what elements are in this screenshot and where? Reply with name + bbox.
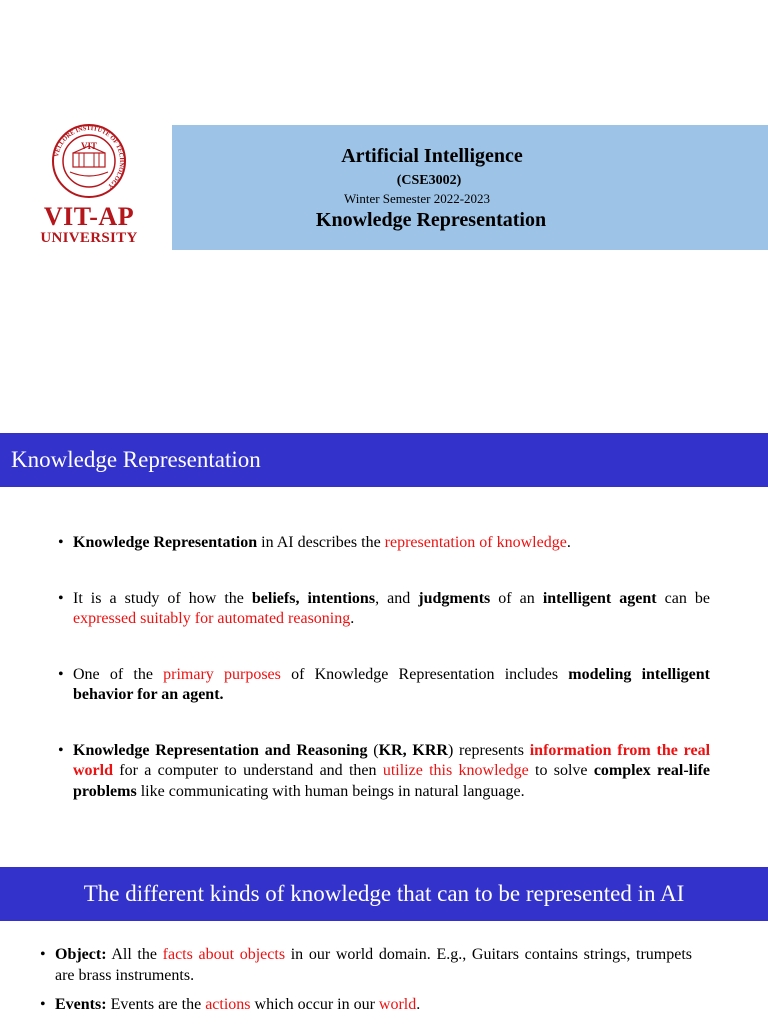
list-item [40,945,692,986]
text: . [566,534,571,551]
emphasis-text: representation of knowledge [384,534,567,551]
list-item [40,995,692,1016]
text: . [350,610,355,627]
section-heading-kr: Knowledge Representation [0,433,768,487]
svg-text:VIT: VIT [80,141,98,151]
text: . [416,996,421,1013]
course-code: (CSE3002) [396,173,462,188]
text: like communicating with human beings in natural language. [136,782,525,800]
bold-term: intelligent agent [542,589,657,607]
emphasis-text: primary purposes [163,665,281,683]
text: , and [375,589,419,607]
university-seal-icon [50,122,128,200]
bold-term: Knowledge Representation and Reasoning [73,741,368,759]
bold-term: Knowledge Representation [73,534,258,551]
emphasis-bold-text: information from the real world [73,741,711,779]
text: in our world domain. E.g., Guitars contains strings, trumpets are brass instruments. [55,946,692,984]
bold-term: Events: [55,996,107,1013]
list-item [58,665,710,706]
bold-term: judgments [418,589,491,607]
title-box [172,125,768,250]
logo-name: VIT-AP [43,202,135,231]
text: to solve [528,762,594,779]
bold-term: KR, KRR [378,741,448,759]
emphasis-text: facts about objects [162,946,286,963]
text: One of the [73,665,164,683]
emphasis-text: expressed suitably for automated reasoning [73,610,351,627]
text: of Knowledge Representation includes [280,665,569,683]
kinds-bullet-list [40,945,692,1025]
title-slide [0,0,768,420]
text: It is a study of how the [73,589,252,607]
list-item [58,589,710,630]
text: which occur in our [250,996,379,1013]
svg-text:VELLORE INSTITUTE OF TECHNOLOG: VELLORE INSTITUTE OF TECHNOLOGY [53,124,126,190]
course-title: Artificial Intelligence [341,145,523,167]
bold-term: complex real-life problems [73,762,711,800]
text: Events are the [106,996,206,1013]
kr-bullet-list [58,533,710,837]
emphasis-text: world [378,996,417,1013]
logo-subtitle: UNIVERSITY [40,230,138,246]
bold-term: Object: [55,946,107,963]
bold-term: beliefs, intentions [251,589,376,607]
list-item [58,741,710,803]
emphasis-text: utilize this knowledge [382,762,529,779]
text: for a computer to understand and then [113,762,383,779]
text: ( [367,741,379,759]
text: of an [490,589,543,607]
text: All the [106,946,163,963]
topic-title: Knowledge Representation [315,209,547,231]
bold-term: modeling intelligent behavior for an agent. [73,665,711,703]
list-item [58,533,710,554]
text: ) represents [447,741,530,759]
text: in AI describes the [257,534,385,551]
semester: Winter Semester 2022-2023 [343,191,491,206]
university-logo [14,122,164,257]
text: can be [656,589,711,607]
emphasis-text: actions [205,996,251,1013]
section-heading-kinds: The different kinds of knowledge that can to be represented in AI [0,867,768,921]
